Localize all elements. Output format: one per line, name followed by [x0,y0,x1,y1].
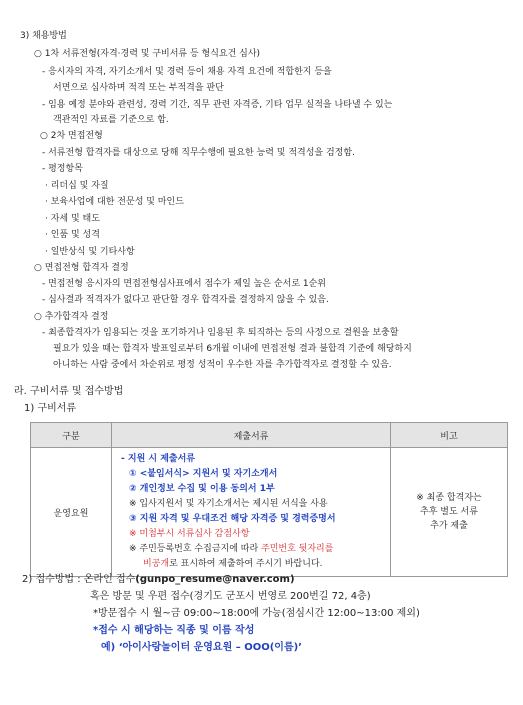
step2-title: ○ 2차 면접전형 [40,131,103,141]
doc-note [143,558,323,570]
header-documents: 제출서류 [112,423,391,448]
step1-line: - 응시자의 자격, 자기소개서 및 경력 등이 채용 자격 요건에 적합한지 등을 [42,67,332,77]
extra-title: ○ 추가합격자 결정 [34,312,109,322]
doc-note [129,543,333,555]
eval-item: · 인품 및 성격 [45,230,100,240]
extra-line: - 최종합격자가 임용되는 것을 포기하거나 임용된 후 퇴직하는 등의 사정으로 결원을 보충할 [42,328,399,338]
submission-example: 예) ‘아이사랑놀이터 운영요원 – OOO(이름)’ [101,642,302,653]
extra-line: 아니하는 사람 중에서 차순위로 평정 성적이 우수한 자를 추가합격자로 결정할 수 있음. [53,360,392,370]
doc-line: ③ 지원 자격 및 우대조건 해당 자격증 및 경력증명서 [129,514,336,524]
doc-warning: ※ 미첨부시 서류심사 감점사항 [129,529,250,539]
note-line: 추후 별도 서류 [420,507,478,517]
submission-line: 혹은 방문 및 우편 접수(경기도 군포시 번영로 200번길 72, 4층) [90,591,371,602]
doc-note: ※ 입사지원서 및 자기소개서는 제시된 서식을 사용 [129,499,328,509]
row-note [391,448,508,577]
header-category: 구분 [31,423,112,448]
table-header-row [31,423,508,448]
doc-note-text: ※ 주민등록번호 수집금지에 따라 [129,544,262,554]
doc-note-text: 로 표시하여 제출하여 주시기 바랍니다. [169,559,323,569]
doc-line: ② 개인정보 수집 및 이용 동의서 1부 [129,484,275,494]
decision-line: - 심사결과 적격자가 없다고 판단할 경우 합격자를 결정하지 않을 수 있음. [42,295,329,305]
step2-line: - 서류전형 합격자를 대상으로 당해 직무수행에 필요한 능력 및 적격성을 검정함. [42,148,355,158]
row-documents [112,448,391,577]
doc-line: - 지원 시 제출서류 [121,454,195,464]
header-note: 비고 [391,423,508,448]
submission-label: 2) 접수방법 : 온라인 접수 [22,574,136,585]
table-row [31,448,508,577]
eval-item: · 일반상식 및 기타사항 [45,247,135,257]
submission-line: *방문접수 시 월~금 09:00~18:00에 가능(점심시간 12:00~13:00 제외) [93,608,420,619]
step1-line: 서면으로 심사하며 적격 또는 부적격을 판단 [53,83,224,93]
row-category: 운영요원 [31,448,112,577]
documents-table [30,422,508,577]
doc-note-emphasis: 비공개 [143,559,170,569]
step1-line: 객관적인 자료를 기준으로 함. [53,115,169,125]
eval-item: · 리더십 및 자질 [45,181,109,191]
step1-line: - 임용 예정 분야와 관련성, 경력 기간, 직무 관련 자격증, 기타 업무 실적을 나타낼 수 있는 [42,100,393,110]
submission-email: (gunpo_resume@naver.com) [135,574,295,585]
eval-item: · 자세 및 태도 [45,214,100,224]
note-line: 추가 제출 [430,521,468,531]
note-line: ※ 최종 합격자는 [416,493,482,503]
docs-subheading: 1) 구비서류 [24,403,77,414]
decision-title: ○ 면접전형 합격자 결정 [34,263,129,273]
doc-line: ① <붙임서식> 지원서 및 자기소개서 [129,469,278,479]
step2-line: - 평정항목 [42,164,83,174]
docs-heading: 라. 구비서류 및 접수방법 [14,386,124,397]
eval-item: · 보육사업에 대한 전문성 및 마인드 [45,197,184,207]
submission-method [22,574,295,586]
decision-line: - 면접전형 응시자의 면접전형심사표에서 점수가 제일 높은 순서로 1순위 [42,279,326,289]
doc-note-emphasis: 주민번호 뒷자리를 [261,544,334,554]
extra-line: 필요가 있을 때는 합격자 발표일로부터 6개월 이내에 면접전형 결과 불합격 기준에 해당하지 [53,344,412,354]
step1-title: ○ 1차 서류전형(자격·경력 및 구비서류 등 형식요건 심사) [34,49,261,59]
submission-line: *접수 시 해당하는 직종 및 이름 작성 [93,625,255,636]
section-heading: 3) 채용방법 [20,31,67,41]
